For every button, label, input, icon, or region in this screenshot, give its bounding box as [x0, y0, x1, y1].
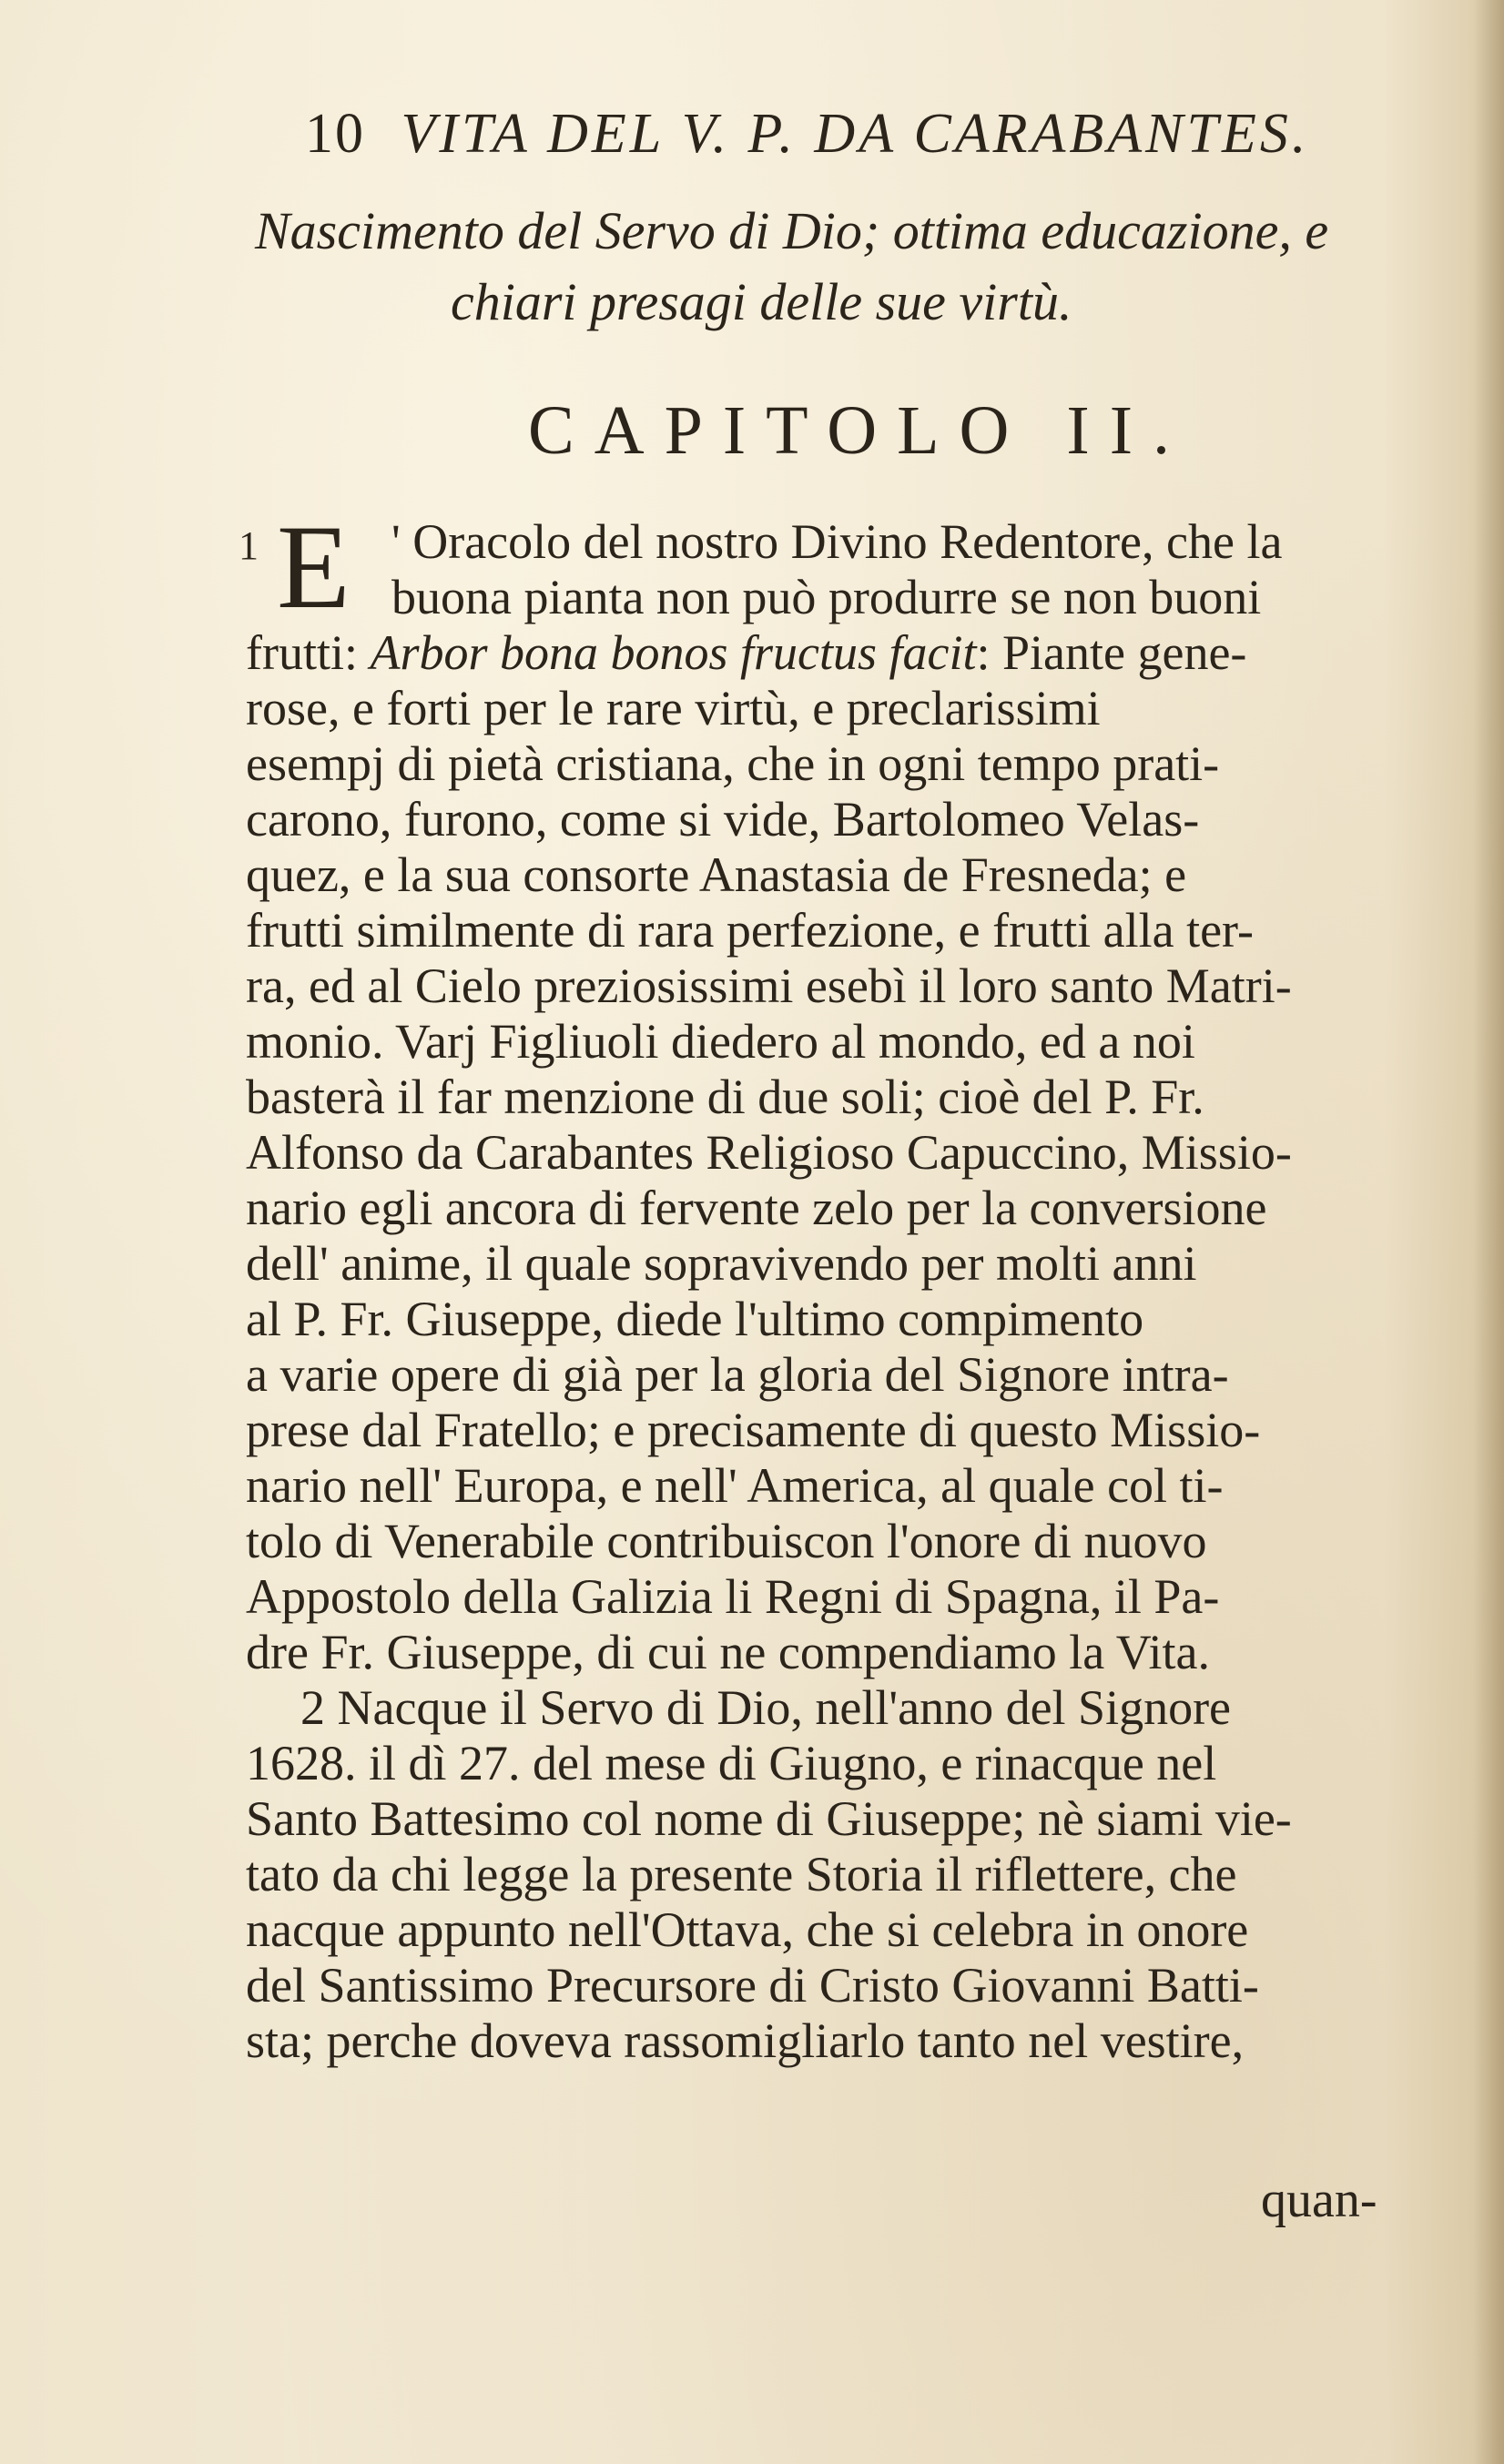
text-line: nacque appunto nell'Ottava, che si celebra in onore: [246, 1902, 1249, 1957]
text-line: tolo di Venerabile contribuiscon l'onore di nuovo: [246, 1514, 1207, 1568]
text-line: 2 Nacque il Servo di Dio, nell'anno del Signore: [300, 1680, 1232, 1735]
text-line: nario nell' Europa, e nell' America, al quale col ti-: [246, 1458, 1224, 1513]
page-number: 10: [305, 103, 365, 165]
text-line: sta; perche doveva rassomigliarlo tanto nel vestire,: [246, 2013, 1245, 2068]
summary-line: Nascimento del Servo di Dio; ottima educazione, e: [255, 201, 1329, 260]
text-line: ra, ed al Cielo preziosissimi esebì il loro santo Matri-: [246, 958, 1292, 1013]
text-line: Appostolo della Galizia li Regni di Spagna, il Pa-: [246, 1569, 1220, 1624]
text-line: quez, e la sua consorte Anastasia de Fresneda; e: [246, 847, 1187, 902]
text-line: esempj di pietà cristiana, che in ogni tempo prati-: [246, 736, 1220, 791]
running-title: VITA DEL V. P. DA CARABANTES.: [401, 103, 1310, 165]
text-line: monio. Varj Figliuoli diedero al mondo, ed a noi: [246, 1014, 1195, 1069]
paragraph-number: 1: [239, 523, 259, 568]
text-line: 1628. il dì 27. del mese di Giugno, e rinacque nel: [246, 1736, 1217, 1790]
summary-line: chiari presagi delle sue virtù.: [451, 272, 1072, 331]
text-line: rose, e forti per le rare virtù, e preclarissimi: [246, 681, 1101, 735]
text-line: del Santissimo Precursore di Cristo Giovanni Batti-: [246, 1958, 1259, 2013]
text-line: Santo Battesimo col nome di Giuseppe; nè siami vie-: [246, 1791, 1292, 1846]
text-line: 1 E ' Oracolo del nostro Divino Redentore, che la: [239, 500, 1283, 634]
text-line: Alfonso da Carabantes Religioso Capuccino, Missio-: [246, 1125, 1292, 1180]
text-line: frutti: Arbor bona bonos fructus facit: Piante gene-: [246, 625, 1247, 680]
chapter-summary: [255, 196, 1484, 338]
text-line: nario egli ancora di fervente zelo per la conversione: [246, 1181, 1267, 1235]
text-line: frutti similmente di rara perfezione, e frutti alla ter-: [246, 903, 1254, 958]
latin-quotation: Arbor bona bonos fructus facit: [370, 625, 977, 680]
text-line: dre Fr. Giuseppe, di cui ne compendiamo la Vita.: [246, 1625, 1211, 1679]
text-line: al P. Fr. Giuseppe, diede l'ultimo compimento: [246, 1292, 1144, 1346]
chapter-heading: CAPITOLO II.: [528, 392, 1191, 469]
text-line: carono, furono, come si vide, Bartolomeo Velas-: [246, 792, 1200, 847]
text-line: a varie opere di già per la gloria del Signore intra-: [246, 1347, 1229, 1402]
running-head: [305, 102, 1489, 167]
drop-cap: E: [277, 500, 351, 634]
body-text: [239, 500, 1493, 2069]
text-line: prese dal Fratello; e precisamente di questo Missio-: [246, 1403, 1261, 1457]
text-line: basterà il far menzione di due soli; cioè del P. Fr.: [246, 1070, 1204, 1124]
catchword: quan-: [1261, 2172, 1377, 2228]
text-line: buona pianta non può produrre se non buoni: [391, 570, 1262, 624]
text-line: tato da chi legge la presente Storia il riflettere, che: [246, 1847, 1237, 1901]
text-line: dell' anime, il quale sopravivendo per molti anni: [246, 1236, 1197, 1291]
